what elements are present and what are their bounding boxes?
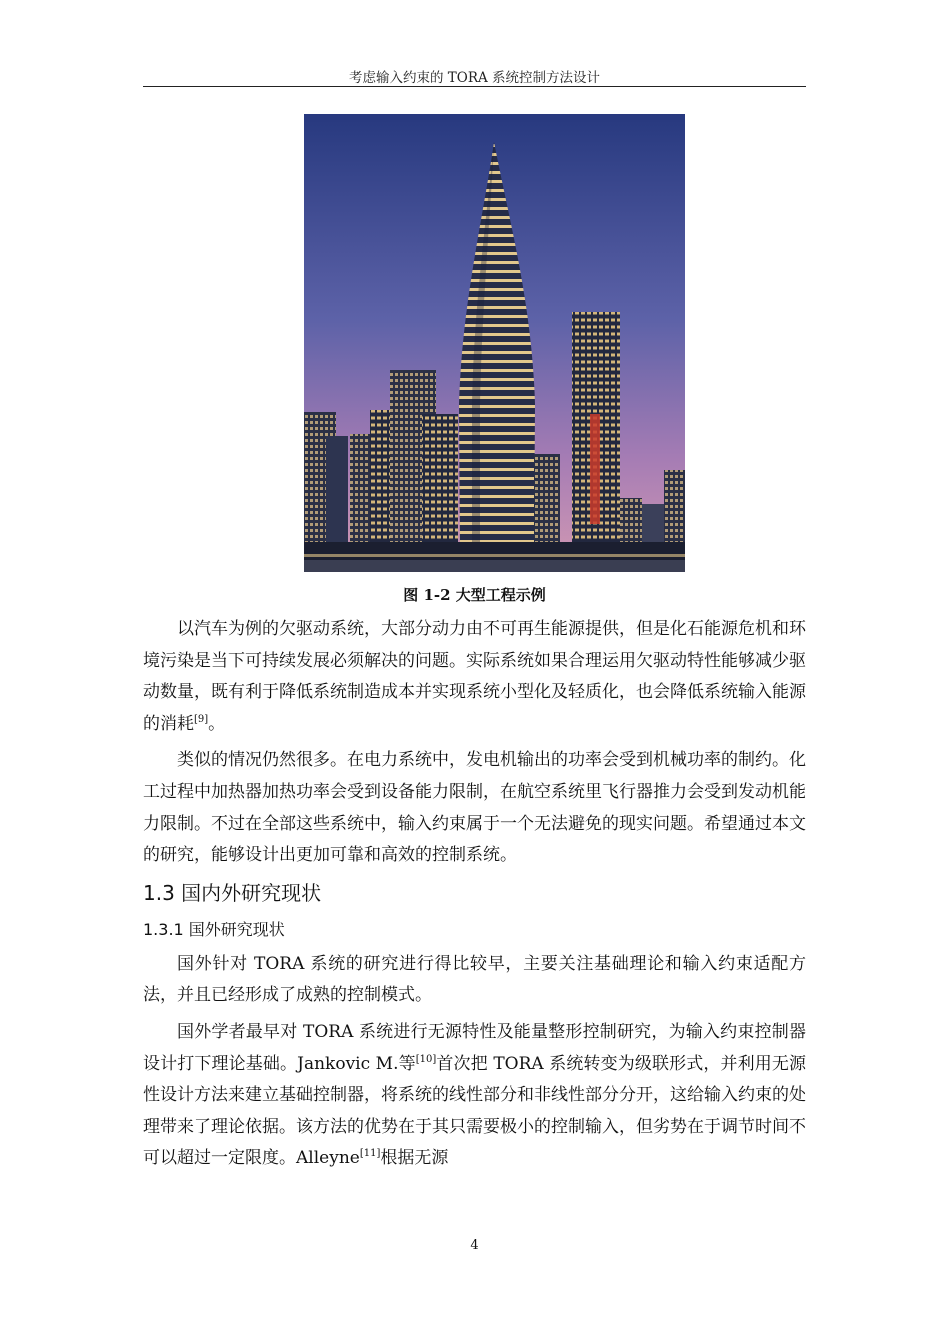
section-heading: 1.3 国内外研究现状 <box>143 880 322 905</box>
paragraph: 以汽车为例的欠驱动系统，大部分动力由不可再生能源提供，但是化石能源危机和环境污染是当下可持续发展必须解决的问题。实际系统如果合理运用欠驱动特性能够减少驱动数量，既有利于降低系统制造成本并实现系统小型化及轻质化，也会降低系统输入能源的消耗[9]。 <box>143 619 806 734</box>
citation: [10] <box>415 1053 437 1065</box>
figure-caption: 图 1-2 大型工程示例 <box>403 586 546 604</box>
page-number: 4 <box>470 1238 479 1253</box>
building <box>664 470 685 552</box>
running-header: 考虑输入约束的 TORA 系统控制方法设计 <box>348 70 601 86</box>
building <box>534 454 560 552</box>
paragraph: 国外学者最早对 TORA 系统进行无源特性及能量整形控制研究，为输入约束控制器设计打下理论基础。Jankovic M.等[10]首次把 TORA 系统转变为级联形式，并利用无源性设计方法来建立基础控制器，将系统的线性部分和非线性部分分开，这给输入约束的处理带来了理论依据。该方法的优势在于其只需要极小的控制输入，但劣势在于调节时间不可以超过一定限度。Alleyne[11]根据无源 <box>143 1021 806 1169</box>
building <box>350 434 372 552</box>
paragraph: 国外针对 TORA 系统的研究进行得比较早，主要关注基础理论和输入约束适配方法，并且已经形成了成熟的控制模式。 <box>143 953 806 1006</box>
paragraph: 类似的情况仍然很多。在电力系统中，发电机输出的功率会受到机械功率的制约。化工过程中加热器加热功率会受到设备能力限制，在航空系统里飞行器推力会受到发动机能力限制。不过在全部这些系统中，输入约束属于一个无法避免的现实问题。希望通过本文的研究，能够设计出更加可靠和高效的控制系统。 <box>143 750 806 866</box>
skyline-photo <box>304 114 685 572</box>
citation: [11] <box>359 1148 381 1160</box>
subsection-heading: 1.3.1 国外研究现状 <box>143 919 285 939</box>
citation: [9] <box>194 713 209 725</box>
building <box>326 436 348 552</box>
header-rule <box>143 86 806 87</box>
building <box>422 414 458 552</box>
body-text <box>143 614 806 1180</box>
